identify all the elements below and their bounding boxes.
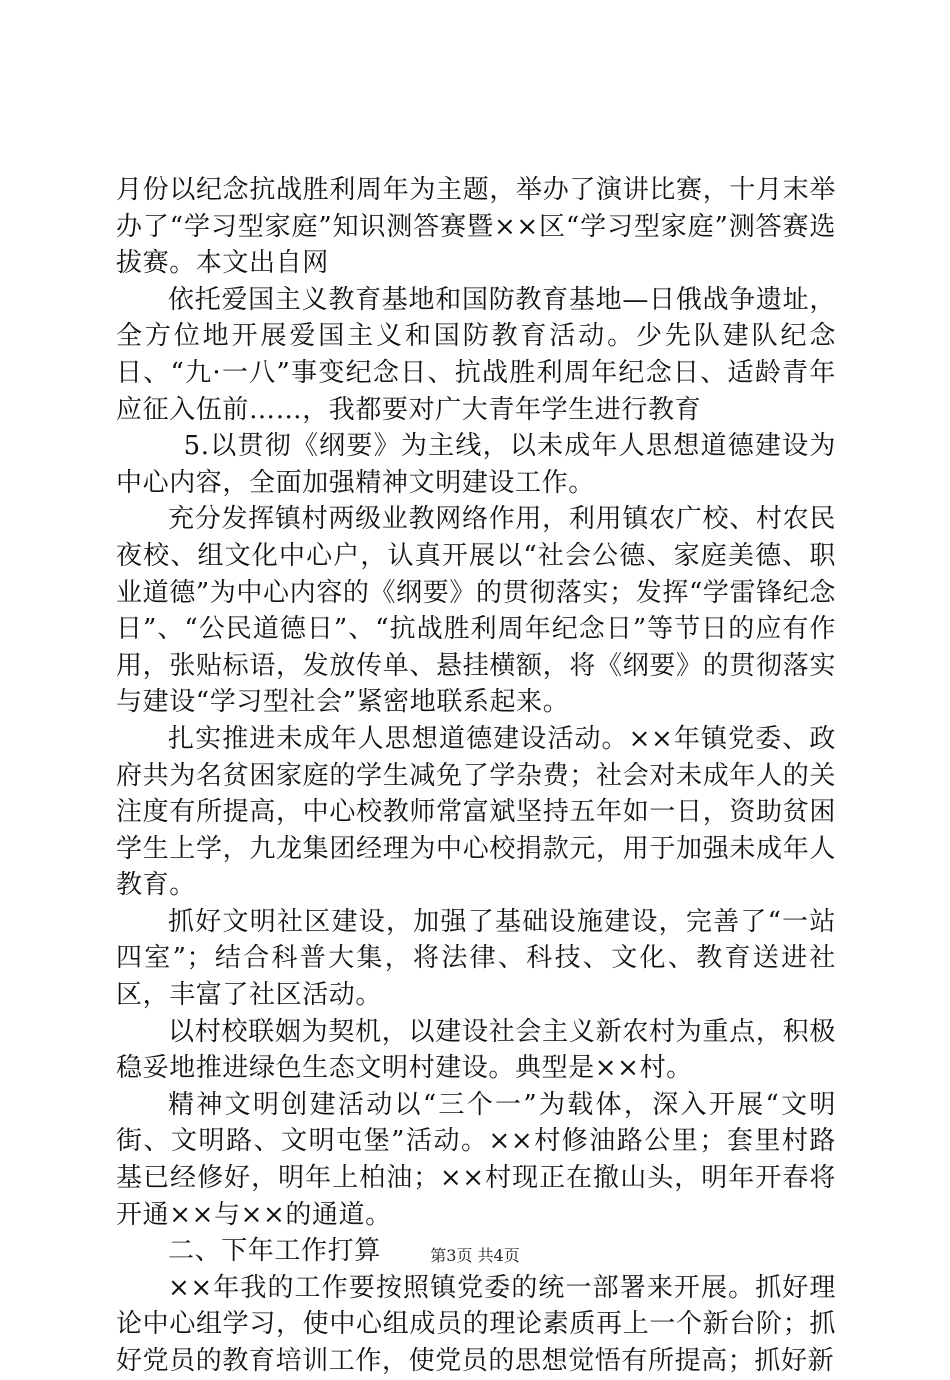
document-body xyxy=(116,172,836,1380)
paragraph-item-5-heading: 5.以贯彻《纲要》为主线，以未成年人思想道德建设为中心内容，全面加强精神文明建设工作。 xyxy=(116,431,836,498)
paragraph-minors-moral-education: 扎实推进未成年人思想道德建设活动。××年镇党委、政府共为名贫困家庭的学生减免了学杂费；社会对未成年人的关注度有所提高，中心校教师常富斌坚持五年如一日，资助贫困学生上学，九龙集团经理为中心校捐款元，用于加强未成年人教育。 xyxy=(116,723,836,901)
paragraph-education-network: 充分发挥镇村两级业教网络作用，利用镇农广校、村农民夜校、组文化中心户，认真开展以“社会公德、家庭美德、职业道德”为中心内容的《纲要》的贯彻落实；发挥“学雷锋纪念日”、“公民道德日”、“抗战胜利周年纪念日”等节日的应有作用，张贴标语，发放传单、悬挂横额，将《纲要》的贯彻落实与建设“学习型社会”紧密地联系起来。 xyxy=(116,504,836,718)
paragraph-next-year-work: ××年我的工作要按照镇党委的统一部署来开展。抓好理论中心组学习，使中心组成员的理论素质再上一个新台阶；抓好党员的教育培训工作，使党员的思想觉悟有所提高；抓好新 xyxy=(116,1272,836,1376)
paragraph-continuation: 月份以纪念抗战胜利周年为主题，举办了演讲比赛，十月末举办了“学习型家庭”知识测答赛暨××区“学习型家庭”测答赛选拔赛。本文出自网 xyxy=(116,175,836,279)
page-number-footer: 第3页 共4页 xyxy=(430,1246,520,1265)
paragraph-village-school: 以村校联姻为契机，以建设社会主义新农村为重点，积极稳妥地推进绿色生态文明村建设。典型是××村。 xyxy=(116,1016,836,1084)
paragraph-civilized-community: 抓好文明社区建设，加强了基础设施建设，完善了“一站四室”；结合科普大集，将法律、科技、文化、教育送进社区，丰富了社区活动。 xyxy=(116,906,836,1011)
paragraph-patriotic-education: 依托爱国主义教育基地和国防教育基地—日俄战争遗址，全方位地开展爱国主义和国防教育活动。少先队建队纪念日、“九·一八”事变纪念日、抗战胜利周年纪念日、适龄青年应征入伍前……，我都要对广大青年学生进行教育 xyxy=(116,284,836,425)
paragraph-civilization-campaign: 精神文明创建活动以“三个一”为载体，深入开展“文明街、文明路、文明屯堡”活动。××村修油路公里；套里村路基已经修好，明年上柏油；××村现正在撤山头，明年开春将开通××与××的通道。 xyxy=(116,1089,836,1230)
section-heading-next-year-plan: 二、下年工作打算 xyxy=(168,1236,381,1267)
